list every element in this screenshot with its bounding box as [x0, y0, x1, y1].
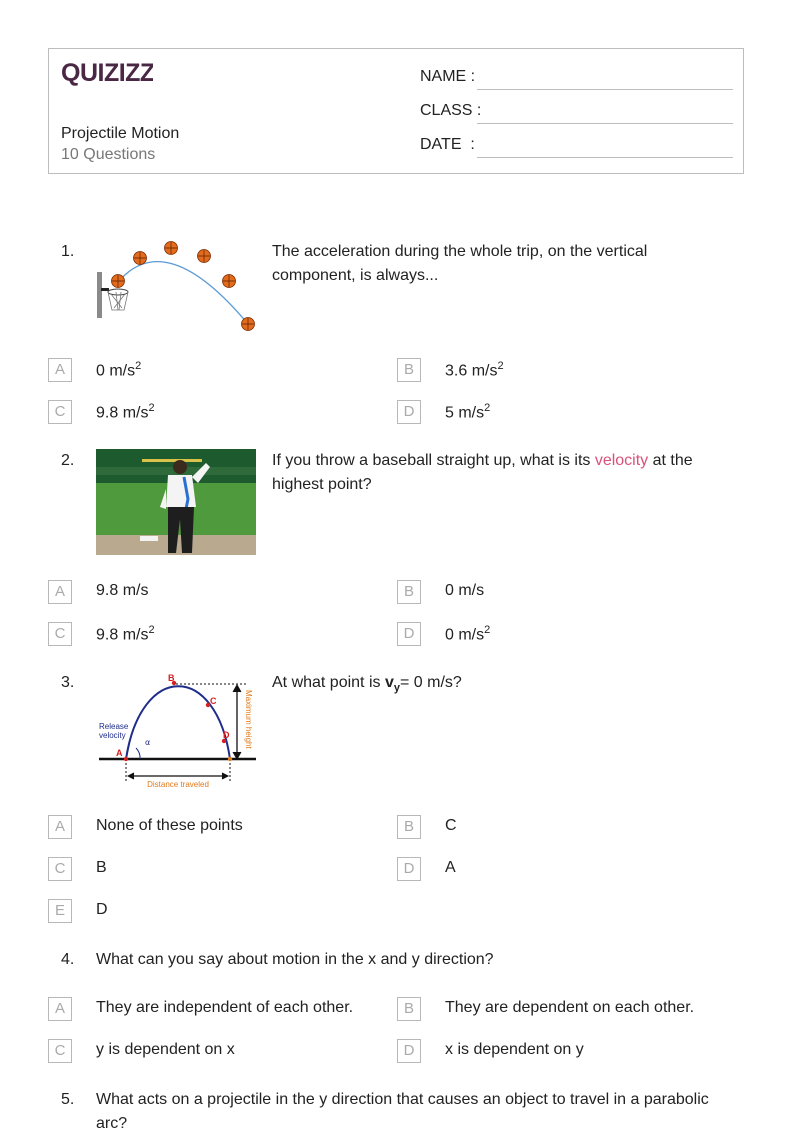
option-text: They are dependent on each other.	[445, 999, 695, 1016]
option-letter: A	[48, 815, 72, 839]
option-text: C	[445, 817, 457, 834]
question-text: The acceleration during the whole trip, on the vertical component, is always...	[272, 243, 648, 284]
option-text: A	[445, 859, 456, 876]
question-number: 4.	[61, 951, 75, 968]
option-text: y is dependent on x	[96, 1041, 235, 1058]
option-text: 0 $m/s^2$	[445, 624, 491, 644]
point-b-label: B	[168, 673, 175, 683]
option-text: 9.8 $m/s^2$	[96, 402, 155, 422]
option-letter: D	[397, 857, 421, 881]
projectile-diagram	[96, 670, 260, 799]
option-text: They are independent of each other.	[96, 999, 354, 1016]
option-text: B	[96, 859, 107, 876]
highlighted-term: velocity	[594, 452, 649, 469]
distance-label: Distance traveled	[147, 780, 209, 789]
option-text: 0 m/s	[445, 582, 485, 599]
worksheet-header	[48, 48, 744, 174]
date-label: DATE :	[420, 136, 475, 153]
question-text: If you throw a baseball straight up, what is its velocity at the highest point?	[272, 452, 693, 493]
option-text: 0 $m/s^2$	[96, 360, 142, 380]
question-number: 5.	[61, 1091, 75, 1108]
option-letter: A	[48, 580, 72, 604]
option-letter: D	[397, 1039, 421, 1063]
option-letter: D	[397, 622, 421, 646]
option-letter: A	[48, 997, 72, 1021]
question-text: What can you say about motion in the x and y direction?	[96, 951, 494, 968]
option-text: 5 $m/s^2$	[445, 402, 491, 422]
point-a-label: A	[116, 748, 123, 758]
point-c-label: C	[210, 696, 217, 706]
option-letter: B	[397, 815, 421, 839]
option-letter: C	[48, 857, 72, 881]
worksheet-title: Projectile Motion	[61, 125, 180, 142]
question-count: 10 Questions	[61, 146, 156, 163]
name-line[interactable]	[477, 89, 733, 90]
option-text: None of these points	[96, 817, 243, 834]
quizizz-logo	[61, 57, 153, 92]
class-label: CLASS :	[420, 102, 482, 119]
option-text: 9.8 $m/s^2$	[96, 624, 155, 644]
option-letter: D	[397, 400, 421, 424]
option-text: 9.8 m/s	[96, 582, 149, 599]
date-field[interactable]	[420, 136, 733, 162]
option-text: x is dependent on y	[445, 1041, 584, 1058]
option-letter: A	[48, 358, 72, 382]
option-text: 3.6 $m/s^2$	[445, 360, 504, 380]
date-line[interactable]	[477, 157, 733, 158]
option-letter: B	[397, 358, 421, 382]
question-text: At what point is $v_y= 0$ m/s?	[272, 674, 462, 695]
option-letter: B	[397, 997, 421, 1021]
name-field[interactable]	[420, 68, 733, 94]
class-line[interactable]	[477, 123, 733, 124]
velocity-label: velocity	[99, 731, 126, 740]
release-label: Release	[99, 722, 129, 731]
height-label: Maximum height	[244, 690, 253, 749]
baseball-throw-photo	[96, 449, 256, 560]
option-letter: C	[48, 400, 72, 424]
basketball-arc-image	[96, 238, 260, 341]
option-letter: B	[397, 580, 421, 604]
option-letter: E	[48, 899, 72, 923]
question-number: 1.	[61, 243, 75, 260]
option-text: D	[96, 901, 108, 918]
question-text: What acts on a projectile in the y direction that causes an object to travel in a parabolic arc?	[96, 1091, 709, 1132]
velocity-symbol: v	[384, 674, 394, 691]
name-label: NAME :	[420, 68, 476, 85]
question-number: 2.	[61, 452, 75, 469]
class-field[interactable]	[420, 102, 733, 128]
option-letter: C	[48, 1039, 72, 1063]
point-d-label: D	[223, 730, 230, 740]
question-number: 3.	[61, 674, 75, 691]
brand-text: QUIZIZZ	[61, 59, 153, 87]
alpha-label: α	[145, 738, 151, 747]
option-letter: C	[48, 622, 72, 646]
